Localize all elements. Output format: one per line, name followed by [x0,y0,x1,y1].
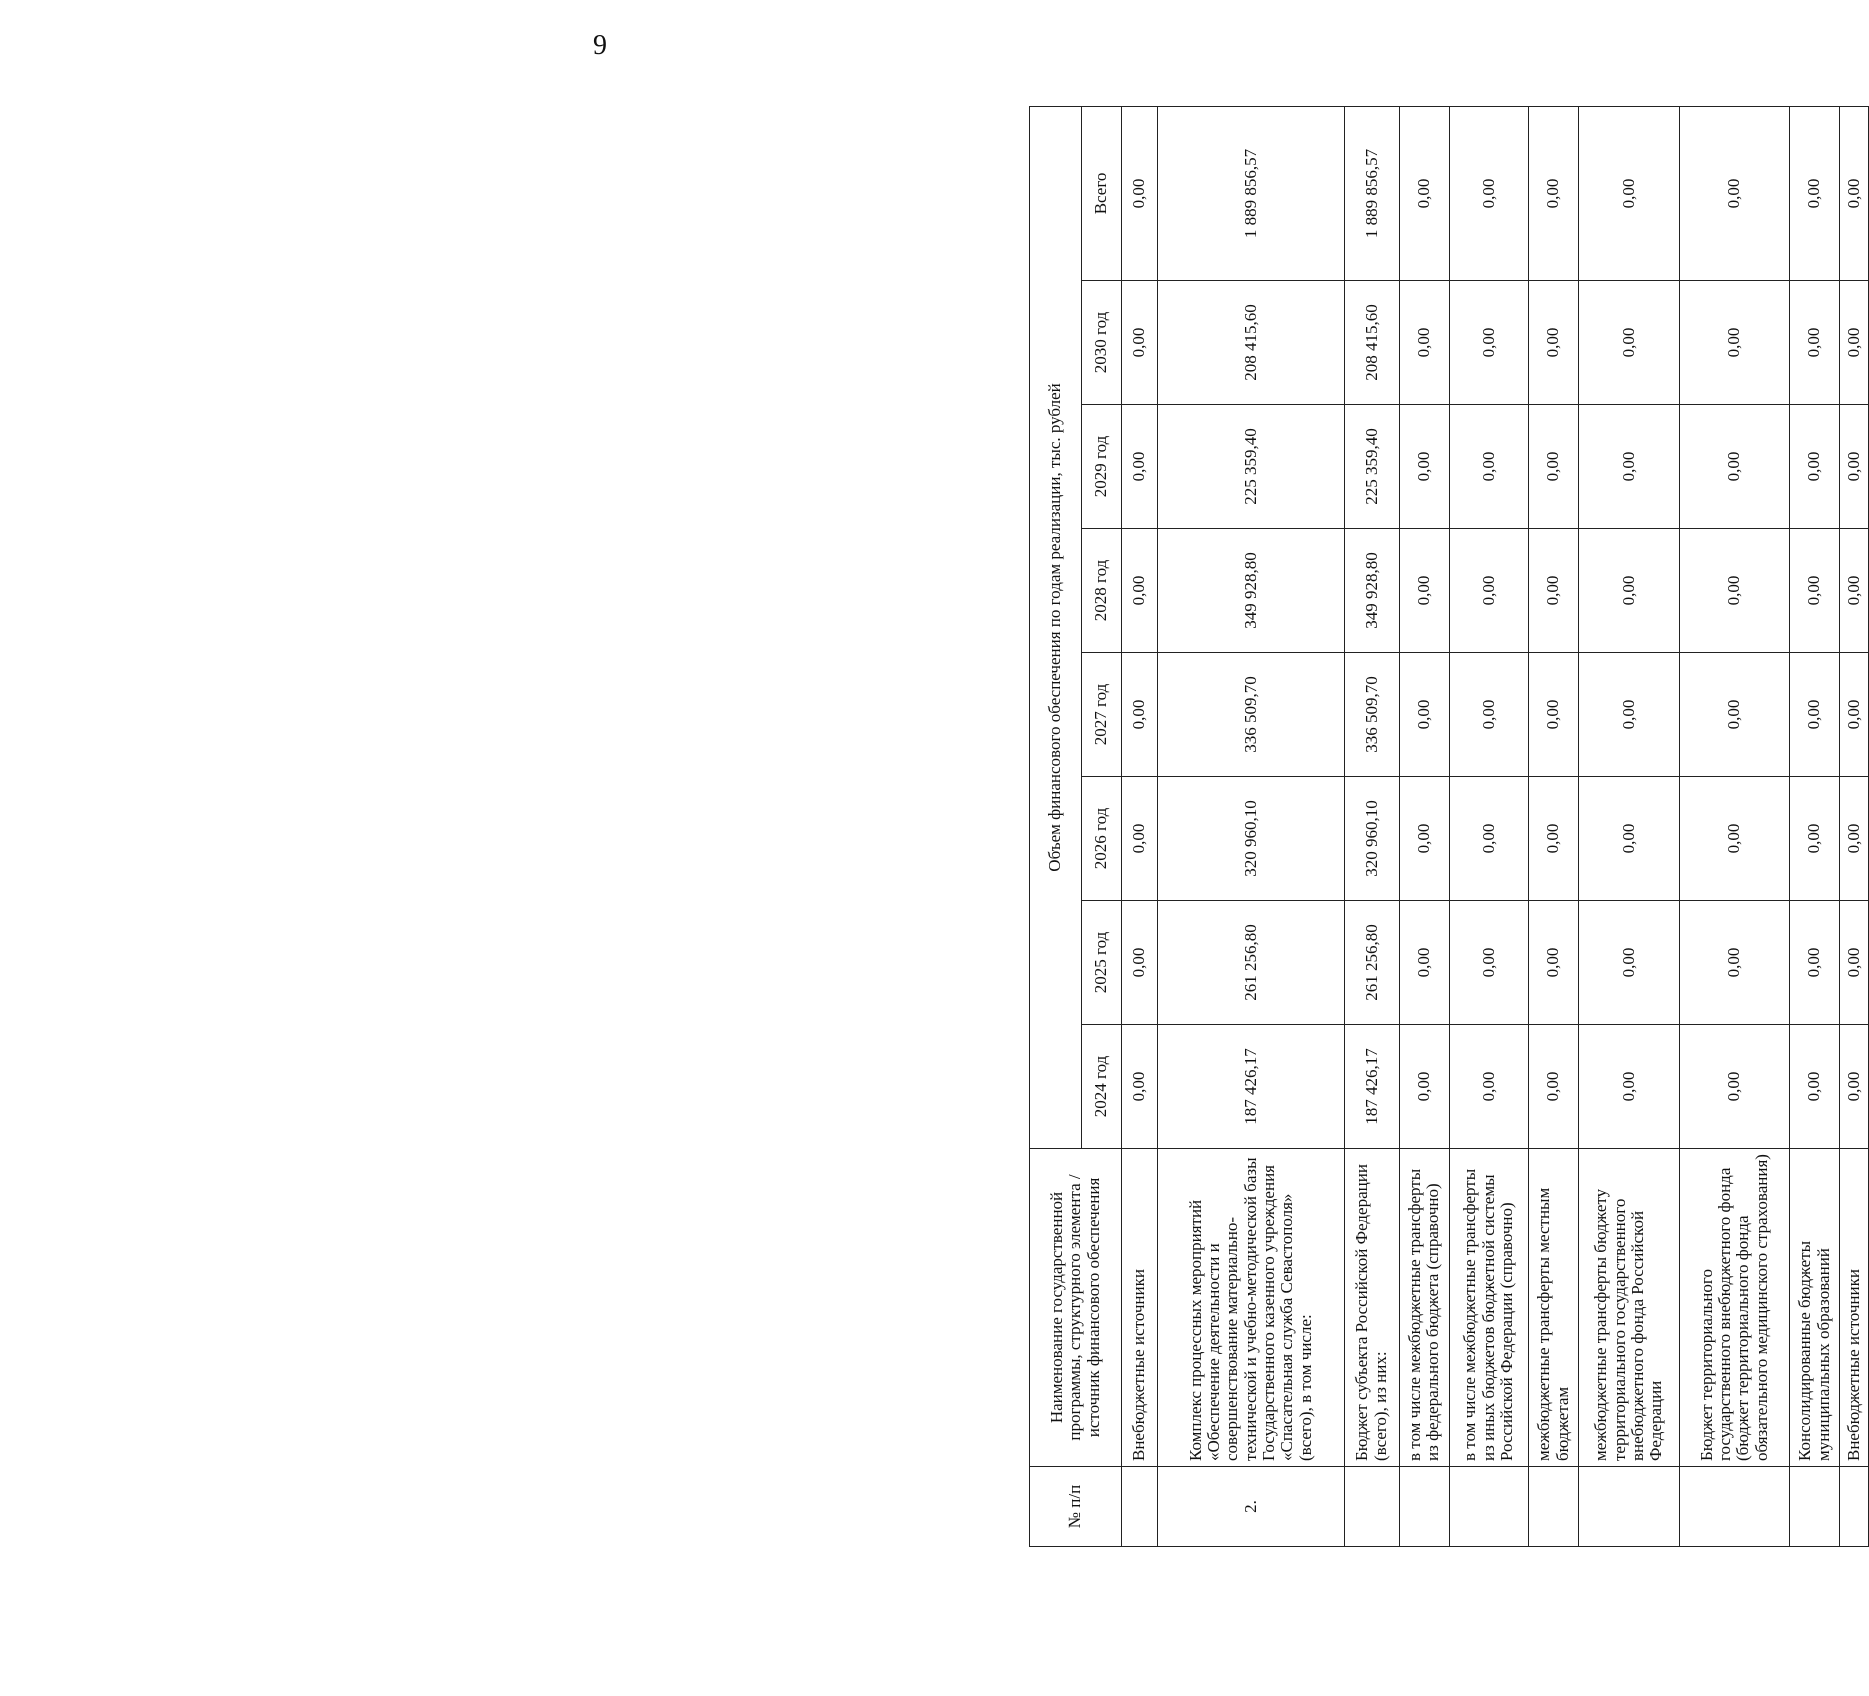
row-value-cell: 0,00 [1679,901,1789,1025]
header-year: 2030 год [1082,281,1122,405]
row-value-cell: 261 256,80 [1157,901,1344,1025]
row-value-cell: 0,00 [1122,405,1158,529]
row-total-cell: 1 889 856,57 [1157,106,1344,280]
row-number-cell [1840,1467,1869,1547]
row-value-cell: 0,00 [1122,1025,1158,1149]
row-value-cell: 320 960,10 [1344,777,1399,901]
row-value-cell: 349 928,80 [1344,529,1399,653]
row-value-cell: 0,00 [1789,777,1839,901]
row-value-cell: 225 359,40 [1344,405,1399,529]
row-value-cell: 0,00 [1679,777,1789,901]
table-row [1579,106,1680,1546]
row-value-cell: 0,00 [1528,281,1578,405]
row-value-cell: 0,00 [1840,281,1869,405]
row-value-cell: 0,00 [1449,281,1528,405]
row-value-cell: 0,00 [1399,653,1449,777]
row-value-cell: 0,00 [1528,529,1578,653]
row-value-cell: 187 426,17 [1157,1025,1344,1149]
table-row [1399,106,1449,1546]
financing-table [1029,106,1869,1547]
row-value-cell: 0,00 [1528,777,1578,901]
row-value-cell: 0,00 [1679,281,1789,405]
row-total-cell: 0,00 [1528,106,1578,280]
row-value-cell: 349 928,80 [1157,529,1344,653]
row-total-cell: 0,00 [1789,106,1839,280]
row-name-cell: Консолидированные бюджеты муниципальных образований [1789,1149,1839,1467]
row-number-cell [1679,1467,1789,1547]
row-value-cell: 0,00 [1449,1025,1528,1149]
row-name-cell: Внебюджетные источники [1840,1149,1869,1467]
header-year: Всего [1082,106,1122,280]
row-value-cell: 0,00 [1579,901,1680,1025]
header-year: 2027 год [1082,653,1122,777]
row-total-cell: 0,00 [1399,106,1449,280]
row-value-cell: 0,00 [1579,529,1680,653]
row-value-cell: 0,00 [1840,529,1869,653]
row-value-cell: 0,00 [1840,405,1869,529]
row-total-cell: 0,00 [1122,106,1158,280]
row-value-cell: 0,00 [1679,653,1789,777]
row-value-cell: 0,00 [1840,901,1869,1025]
row-number-cell [1122,1467,1158,1547]
header-year: 2024 год [1082,1025,1122,1149]
header-group: Объем финансового обеспечения по годам реализации, тыс. рублей [1030,106,1082,1148]
row-name-cell: в том числе межбюджетные трансферты из федерального бюджета (справочно) [1399,1149,1449,1467]
row-value-cell: 0,00 [1399,901,1449,1025]
row-value-cell: 320 960,10 [1157,777,1344,901]
row-total-cell: 0,00 [1840,106,1869,280]
header-num: № п/п [1030,1467,1122,1547]
row-value-cell: 0,00 [1840,1025,1869,1149]
page-number: 9 [593,30,607,61]
row-value-cell: 0,00 [1399,777,1449,901]
row-number-cell [1789,1467,1839,1547]
row-name-cell: Бюджет территориального государственного внебюджетного фонда (бюджет территориального фонда обязательного медицинского страхования) [1679,1149,1789,1467]
row-name-cell: Внебюджетные источники [1122,1149,1158,1467]
row-total-cell: 1 889 856,57 [1344,106,1399,280]
row-value-cell: 0,00 [1528,405,1578,529]
row-value-cell: 0,00 [1528,901,1578,1025]
row-value-cell: 0,00 [1579,281,1680,405]
row-value-cell: 0,00 [1449,653,1528,777]
row-value-cell: 0,00 [1528,1025,1578,1149]
row-value-cell: 0,00 [1122,529,1158,653]
table-row [1157,106,1344,1546]
row-value-cell: 0,00 [1122,777,1158,901]
row-value-cell: 0,00 [1528,653,1578,777]
header-year: 2029 год [1082,405,1122,529]
row-value-cell: 0,00 [1399,405,1449,529]
row-value-cell: 0,00 [1449,777,1528,901]
table-row [1449,106,1528,1546]
row-value-cell: 0,00 [1399,529,1449,653]
row-value-cell: 208 415,60 [1344,281,1399,405]
row-value-cell: 261 256,80 [1344,901,1399,1025]
row-total-cell: 0,00 [1679,106,1789,280]
row-number-cell [1399,1467,1449,1547]
row-total-cell: 0,00 [1449,106,1528,280]
table-header [1030,106,1122,1546]
header-year: 2026 год [1082,777,1122,901]
row-value-cell: 0,00 [1122,901,1158,1025]
row-value-cell: 187 426,17 [1344,1025,1399,1149]
table-row [1679,106,1789,1546]
row-value-cell: 0,00 [1840,653,1869,777]
row-value-cell: 208 415,60 [1157,281,1344,405]
row-value-cell: 225 359,40 [1157,405,1344,529]
row-value-cell: 0,00 [1679,1025,1789,1149]
row-value-cell: 0,00 [1840,777,1869,901]
row-value-cell: 0,00 [1399,281,1449,405]
row-total-cell: 0,00 [1579,106,1680,280]
row-value-cell: 0,00 [1449,405,1528,529]
row-value-cell: 0,00 [1789,281,1839,405]
row-number-cell: 2. [1157,1467,1344,1547]
row-value-cell: 0,00 [1122,281,1158,405]
row-value-cell: 0,00 [1449,529,1528,653]
header-year: 2028 год [1082,529,1122,653]
row-value-cell: 0,00 [1789,901,1839,1025]
header-year: 2025 год [1082,901,1122,1025]
row-value-cell: 336 509,70 [1344,653,1399,777]
row-number-cell [1449,1467,1528,1547]
table-body [1122,106,1869,1546]
row-value-cell: 0,00 [1789,529,1839,653]
row-value-cell: 0,00 [1679,405,1789,529]
row-value-cell: 0,00 [1579,777,1680,901]
row-name-cell: Комплекс процессных мероприятий «Обеспечение деятельности и совершенствование материально-технической и учебно-методической базы Государственного казенного учреждения «Спасательная служба Севастополя» (всего), в том числе: [1157,1149,1344,1467]
table-row [1344,106,1399,1546]
table-row [1789,106,1839,1546]
row-value-cell: 336 509,70 [1157,653,1344,777]
row-value-cell: 0,00 [1789,653,1839,777]
table-row [1840,106,1869,1546]
row-name-cell: Бюджет субъекта Российской Федерации (всего), из них: [1344,1149,1399,1467]
row-value-cell: 0,00 [1122,653,1158,777]
row-number-cell [1579,1467,1680,1547]
row-name-cell: в том числе межбюджетные трансферты из иных бюджетов бюджетной системы Российской Федерации (справочно) [1449,1149,1528,1467]
row-number-cell [1344,1467,1399,1547]
rotated-table-container [1029,107,1869,1547]
row-value-cell: 0,00 [1449,901,1528,1025]
row-value-cell: 0,00 [1579,405,1680,529]
row-name-cell: межбюджетные трансферты бюджету территориального государственного внебюджетного фонда Российской Федерации [1579,1149,1680,1467]
row-number-cell [1528,1467,1578,1547]
row-value-cell: 0,00 [1789,405,1839,529]
row-name-cell: межбюджетные трансферты местным бюджетам [1528,1149,1578,1467]
row-value-cell: 0,00 [1399,1025,1449,1149]
row-value-cell: 0,00 [1579,1025,1680,1149]
row-value-cell: 0,00 [1679,529,1789,653]
row-value-cell: 0,00 [1789,1025,1839,1149]
header-name: Наименование государственной программы, структурного элемента / источник финансового обеспечения [1030,1149,1122,1467]
table-row [1122,106,1158,1546]
row-value-cell: 0,00 [1579,653,1680,777]
table-row [1528,106,1578,1546]
